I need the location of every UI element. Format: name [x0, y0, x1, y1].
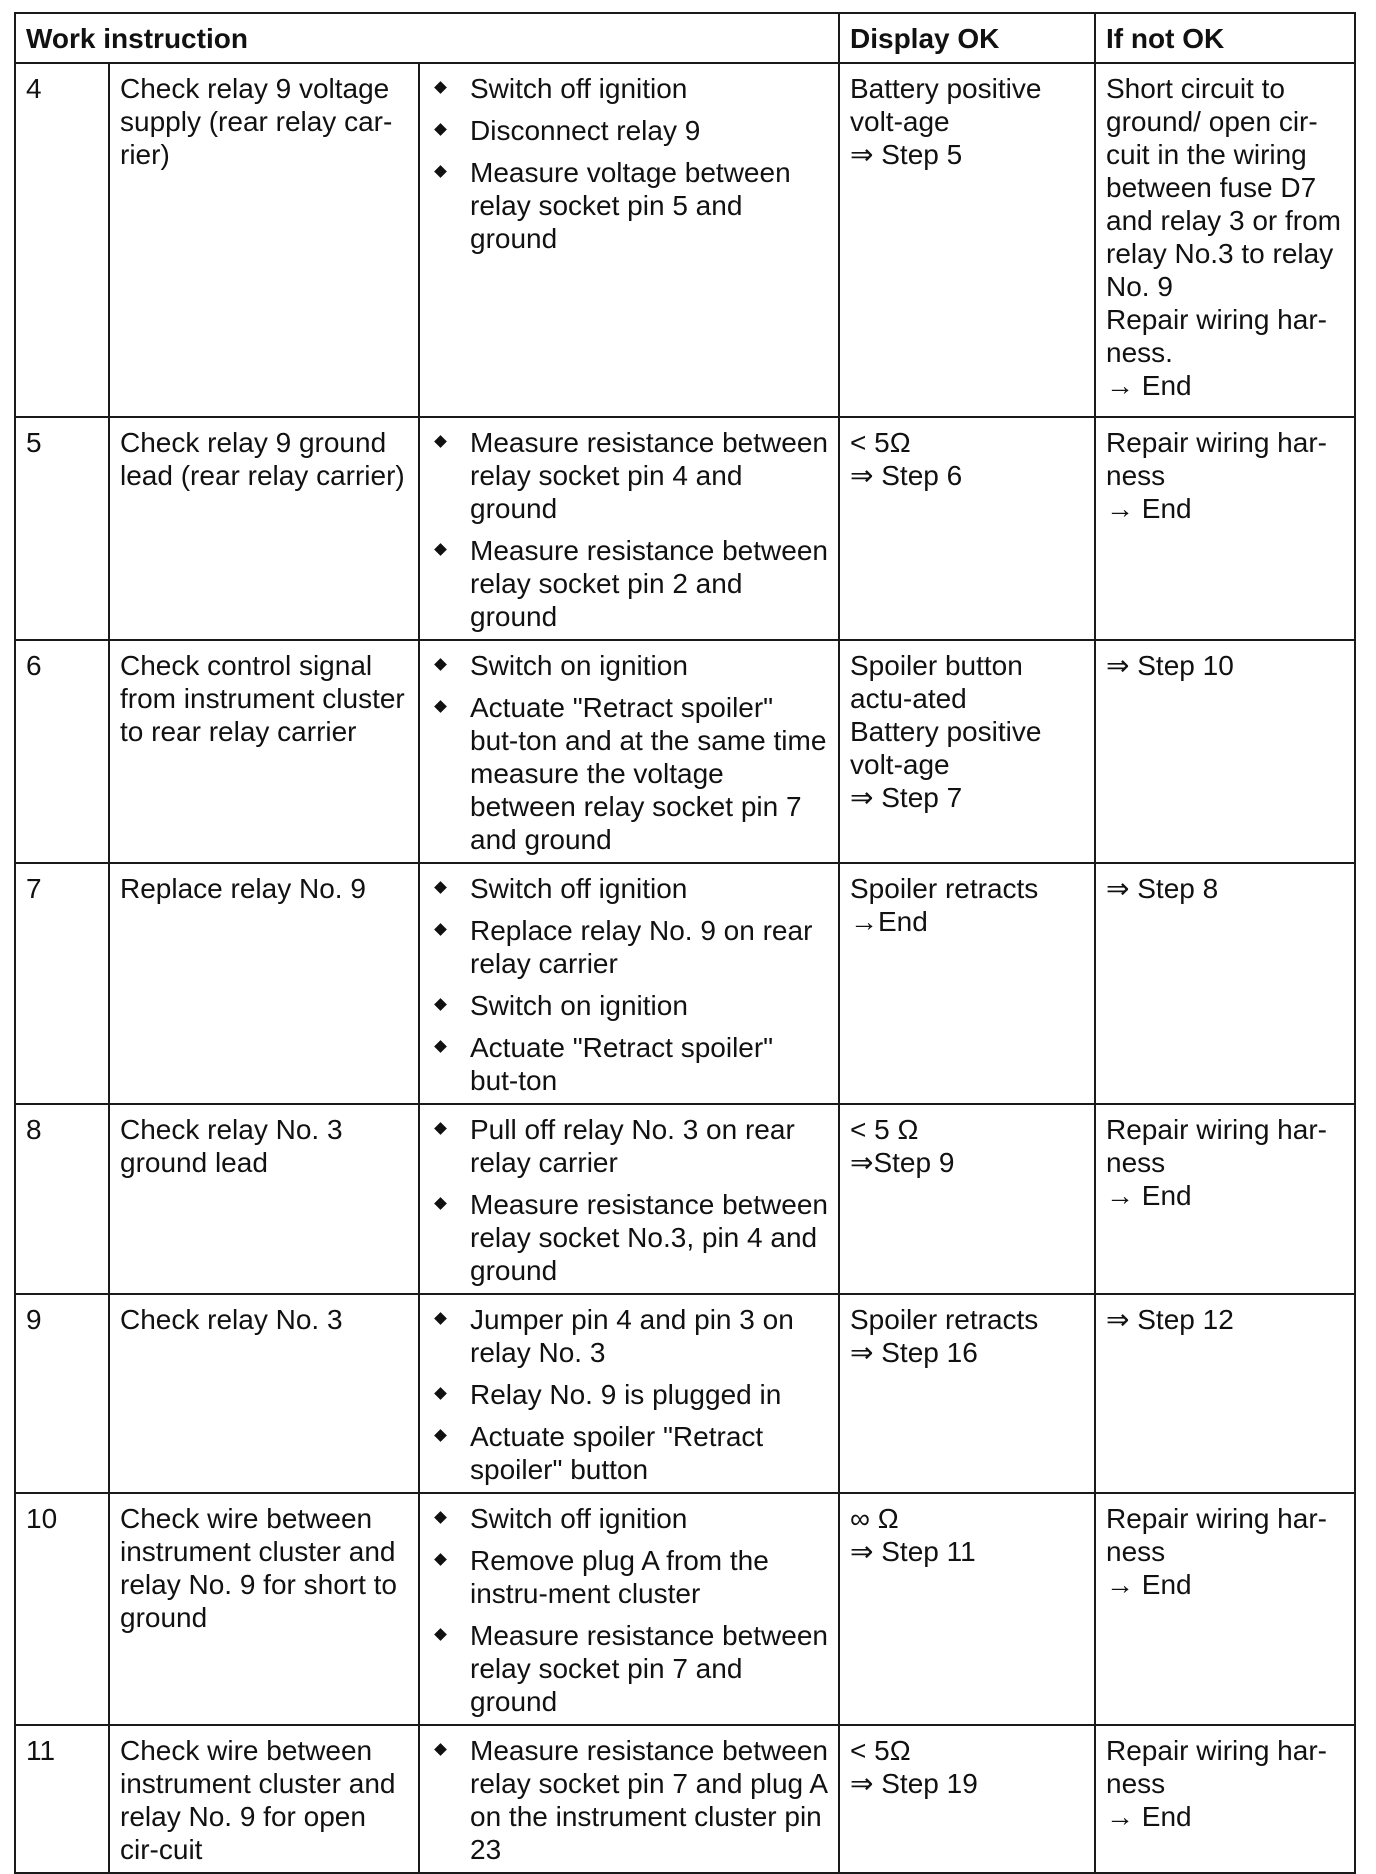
- diamond-bullet-icon: [434, 1553, 447, 1566]
- table-row: [15, 1294, 1355, 1493]
- instruction-item: [430, 1619, 828, 1718]
- header-display-ok: Display OK: [839, 13, 1095, 63]
- diamond-bullet-icon: [434, 1312, 447, 1325]
- instruction-item: [430, 534, 828, 633]
- diamond-bullet-icon: [434, 81, 447, 94]
- step-instructions: [419, 1104, 839, 1294]
- step-number: 6: [15, 640, 109, 863]
- instruction-item: [430, 1188, 828, 1287]
- if-not-ok-cell: Repair wiring har-ness → End: [1095, 1725, 1355, 1873]
- instruction-text: Measure voltage between relay socket pin 5 and ground: [470, 157, 791, 254]
- diamond-bullet-icon: [434, 1040, 447, 1053]
- if-not-ok-cell: ⇒ Step 8: [1095, 863, 1355, 1104]
- instruction-text: Disconnect relay 9: [470, 115, 701, 146]
- instruction-text: Switch on ignition: [470, 650, 688, 681]
- step-number: 11: [15, 1725, 109, 1873]
- instruction-text: Actuate spoiler "Retract spoiler" button: [470, 1421, 764, 1485]
- instruction-list: [430, 872, 828, 1097]
- if-not-ok-cell: Repair wiring har-ness → End: [1095, 1493, 1355, 1725]
- diamond-bullet-icon: [434, 1628, 447, 1641]
- instruction-text: Measure resistance between relay socket pin 2 and ground: [470, 535, 828, 632]
- instruction-text: Replace relay No. 9 on rear relay carrier: [470, 915, 813, 979]
- table-row: [15, 1725, 1355, 1873]
- instruction-list: [430, 72, 828, 255]
- diamond-bullet-icon: [434, 1511, 447, 1524]
- header-if-not-ok: If not OK: [1095, 13, 1355, 63]
- instruction-item: [430, 1502, 828, 1535]
- diamond-bullet-icon: [434, 123, 447, 136]
- step-instructions: [419, 640, 839, 863]
- instruction-text: Relay No. 9 is plugged in: [470, 1379, 782, 1410]
- step-title: Replace relay No. 9: [109, 863, 419, 1104]
- diamond-bullet-icon: [434, 1122, 447, 1135]
- instruction-list: [430, 1734, 828, 1866]
- instruction-item: [430, 1544, 828, 1610]
- step-number: 8: [15, 1104, 109, 1294]
- display-ok-cell: < 5Ω ⇒ Step 6: [839, 417, 1095, 640]
- step-title: Check relay No. 3 ground lead: [109, 1104, 419, 1294]
- if-not-ok-cell: ⇒ Step 10: [1095, 640, 1355, 863]
- table-row: [15, 417, 1355, 640]
- step-instructions: [419, 863, 839, 1104]
- work-instruction-table: [14, 12, 1356, 1874]
- display-ok-cell: Spoiler retracts →End: [839, 863, 1095, 1104]
- instruction-item: [430, 1113, 828, 1179]
- step-instructions: [419, 1725, 839, 1873]
- instruction-text: Measure resistance between relay socket pin 4 and ground: [470, 427, 828, 524]
- step-number: 5: [15, 417, 109, 640]
- instruction-item: [430, 1420, 828, 1486]
- if-not-ok-cell: Short circuit to ground/ open cir-cuit in the wiring between fuse D7 and relay 3 or from relay No.3 to relay No. 9 Repair wiring har-ness. → End: [1095, 63, 1355, 417]
- instruction-text: Measure resistance between relay socket pin 7 and plug A on the instrument cluster pin 23: [470, 1735, 828, 1865]
- instruction-text: Jumper pin 4 and pin 3 on relay No. 3: [470, 1304, 794, 1368]
- step-number: 7: [15, 863, 109, 1104]
- display-ok-cell: Spoiler button actu-ated Battery positive volt-age ⇒ Step 7: [839, 640, 1095, 863]
- diamond-bullet-icon: [434, 923, 447, 936]
- table-row: [15, 1493, 1355, 1725]
- display-ok-cell: < 5 Ω ⇒Step 9: [839, 1104, 1095, 1294]
- instruction-item: [430, 872, 828, 905]
- display-ok-cell: < 5Ω ⇒ Step 19: [839, 1725, 1095, 1873]
- instruction-list: [430, 1113, 828, 1287]
- step-title: Check wire between instrument cluster and relay No. 9 for open cir-cuit: [109, 1725, 419, 1873]
- diamond-bullet-icon: [434, 658, 447, 671]
- table-row: [15, 863, 1355, 1104]
- instruction-text: Actuate "Retract spoiler" but-ton: [470, 1032, 774, 1096]
- instruction-item: [430, 914, 828, 980]
- step-title: Check control signal from instrument cluster to rear relay carrier: [109, 640, 419, 863]
- display-ok-cell: Spoiler retracts ⇒ Step 16: [839, 1294, 1095, 1493]
- instruction-item: [430, 1031, 828, 1097]
- instruction-text: Pull off relay No. 3 on rear relay carrier: [470, 1114, 795, 1178]
- instruction-text: Switch off ignition: [470, 73, 688, 104]
- instruction-text: Remove plug A from the instru-ment cluster: [470, 1545, 769, 1609]
- diamond-bullet-icon: [434, 1743, 447, 1756]
- instruction-item: [430, 156, 828, 255]
- step-title: Check relay 9 ground lead (rear relay carrier): [109, 417, 419, 640]
- diamond-bullet-icon: [434, 1197, 447, 1210]
- instruction-text: Actuate "Retract spoiler" but-ton and at the same time measure the voltage between relay socket pin 7 and ground: [470, 692, 827, 855]
- if-not-ok-cell: Repair wiring har-ness → End: [1095, 417, 1355, 640]
- instruction-item: [430, 114, 828, 147]
- step-number: 10: [15, 1493, 109, 1725]
- display-ok-cell: ∞ Ω ⇒ Step 11: [839, 1493, 1095, 1725]
- instruction-item: [430, 426, 828, 525]
- work-instruction-sheet: [14, 12, 1354, 1874]
- diamond-bullet-icon: [434, 700, 447, 713]
- instruction-list: [430, 426, 828, 633]
- display-ok-cell: Battery positive volt-age ⇒ Step 5: [839, 63, 1095, 417]
- table-row: [15, 640, 1355, 863]
- step-instructions: [419, 1493, 839, 1725]
- step-number: 9: [15, 1294, 109, 1493]
- diamond-bullet-icon: [434, 998, 447, 1011]
- instruction-text: Measure resistance between relay socket No.3, pin 4 and ground: [470, 1189, 828, 1286]
- instruction-item: [430, 691, 828, 856]
- instruction-list: [430, 649, 828, 856]
- step-instructions: [419, 417, 839, 640]
- step-instructions: [419, 63, 839, 417]
- diamond-bullet-icon: [434, 1387, 447, 1400]
- diamond-bullet-icon: [434, 435, 447, 448]
- instruction-text: Switch off ignition: [470, 873, 688, 904]
- step-title: Check relay No. 3: [109, 1294, 419, 1493]
- instruction-list: [430, 1303, 828, 1486]
- diamond-bullet-icon: [434, 543, 447, 556]
- diamond-bullet-icon: [434, 165, 447, 178]
- step-title: Check relay 9 voltage supply (rear relay car-rier): [109, 63, 419, 417]
- if-not-ok-cell: Repair wiring har-ness → End: [1095, 1104, 1355, 1294]
- step-number: 4: [15, 63, 109, 417]
- instruction-text: Measure resistance between relay socket pin 7 and ground: [470, 1620, 828, 1717]
- table-body: [15, 63, 1355, 1873]
- table-row: [15, 63, 1355, 417]
- diamond-bullet-icon: [434, 1429, 447, 1442]
- instruction-item: [430, 1378, 828, 1411]
- step-title: Check wire between instrument cluster and relay No. 9 for short to ground: [109, 1493, 419, 1725]
- instruction-item: [430, 1303, 828, 1369]
- step-instructions: [419, 1294, 839, 1493]
- instruction-text: Switch on ignition: [470, 990, 688, 1021]
- table-row: [15, 1104, 1355, 1294]
- instruction-item: [430, 72, 828, 105]
- diamond-bullet-icon: [434, 881, 447, 894]
- instruction-item: [430, 1734, 828, 1866]
- if-not-ok-cell: ⇒ Step 12: [1095, 1294, 1355, 1493]
- table-header-row: [15, 13, 1355, 63]
- instruction-list: [430, 1502, 828, 1718]
- instruction-item: [430, 649, 828, 682]
- header-work-instruction: Work instruction: [15, 13, 839, 63]
- instruction-text: Switch off ignition: [470, 1503, 688, 1534]
- instruction-item: [430, 989, 828, 1022]
